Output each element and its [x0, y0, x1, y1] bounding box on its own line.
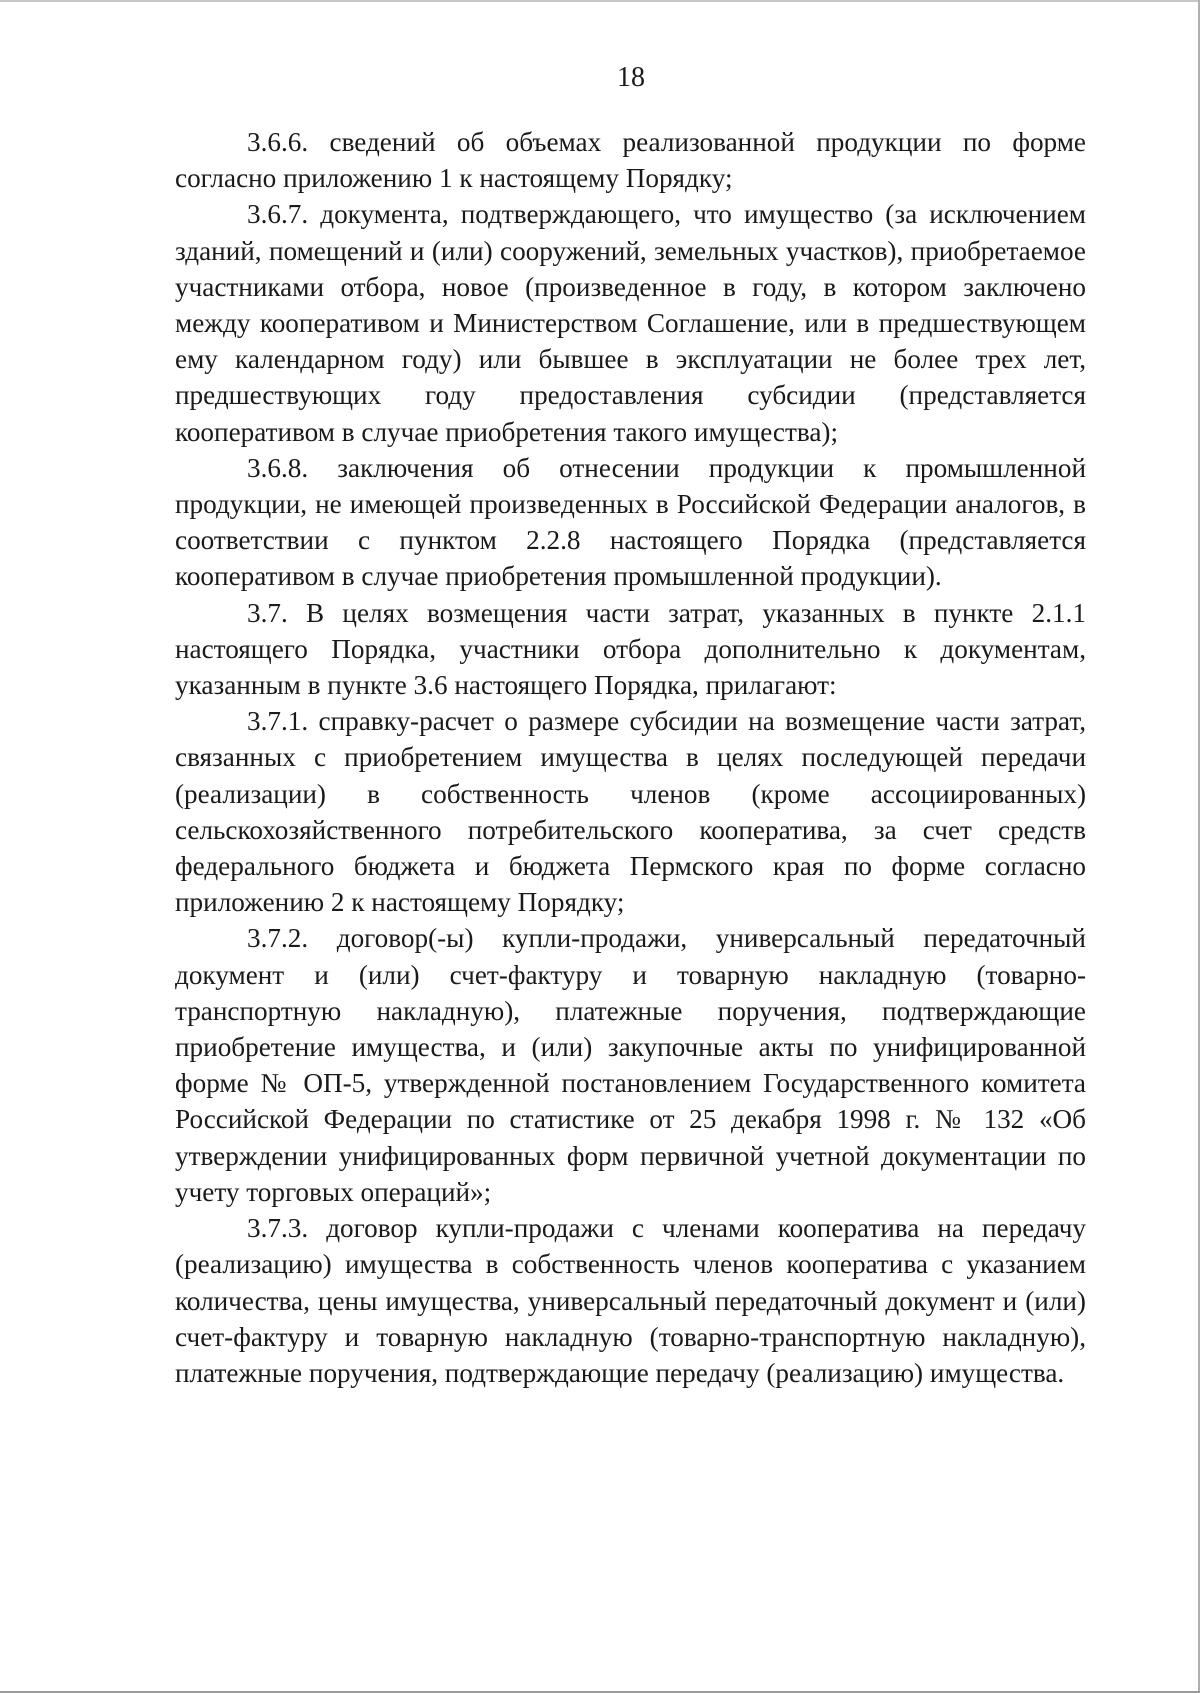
page-number: 18: [617, 62, 645, 93]
document-body: [175, 124, 1086, 1391]
paragraph-3-7-1: 3.7.1. справку-расчет о размере субсидии на возмещение части затрат, связанных с приобретением имущества в целях последующей передачи (реализации) в собственность членов (кроме ассоциированных) сельскохозяйственного потребительского кооператива, за счет средств федерального бюджета и бюджета Пермского края по форме согласно приложению 2 к настоящему Порядку;: [175, 706, 1086, 918]
paragraph-3-6-7: 3.6.7. документа, подтверждающего, что имущество (за исключением зданий, помещений и (или) сооружений, земельных участков), приобретаемое участниками отбора, новое (произведенное в году, в котором заключено между кооперативом и Министерством Соглашение, или в предшествующем ему календарном году) или бывшее в эксплуатации не более трех лет, предшествующих году предоставления субсидии (представляется кооперативом в случае приобретения такого имущества);: [175, 199, 1086, 447]
paragraph-3-7: 3.7. В целях возмещения части затрат, указанных в пункте 2.1.1 настоящего Порядка, участники отбора дополнительно к документам, указанным в пункте 3.6 настоящего Порядка, прилагают:: [175, 597, 1086, 701]
paragraph-3-7-3: 3.7.3. договор купли-продажи с членами кооператива на передачу (реализацию) имущества в собственность членов кооператива с указанием количества, цены имущества, универсальный передаточный документ и (или) счет-фактуру и товарную накладную (товарно-транспортную накладную), платежные поручения, подтверждающие передачу (реализацию) имущества.: [175, 1213, 1086, 1388]
paragraph-3-6-6: 3.6.6. сведений об объемах реализованной продукции по форме согласно приложению 1 к настоящему Порядку;: [175, 127, 1086, 194]
scan-edge-top: [0, 0, 1200, 2]
paragraph-3-7-2: 3.7.2. договор(-ы) купли-продажи, универсальный передаточный документ и (или) счет-фактуру и товарную накладную (товарно-транспортную накладную), платежные поручения, подтверждающие приобретение имущества, и (или) закупочные акты по унифицированной форме № ОП-5, утвержденной постановлением Государственного комитета Российской Федерации по статистике от 25 декабря 1998 г. № 132 «Об утверждении унифицированных форм первичной учетной документации по учету торговых операций»;: [175, 923, 1086, 1207]
paragraph-3-6-8: 3.6.8. заключения об отнесении продукции к промышленной продукции, не имеющей произведенных в Российской Федерации аналогов, в соответствии с пунктом 2.2.8 настоящего Порядка (представляется кооперативом в случае приобретения промышленной продукции).: [175, 452, 1086, 592]
